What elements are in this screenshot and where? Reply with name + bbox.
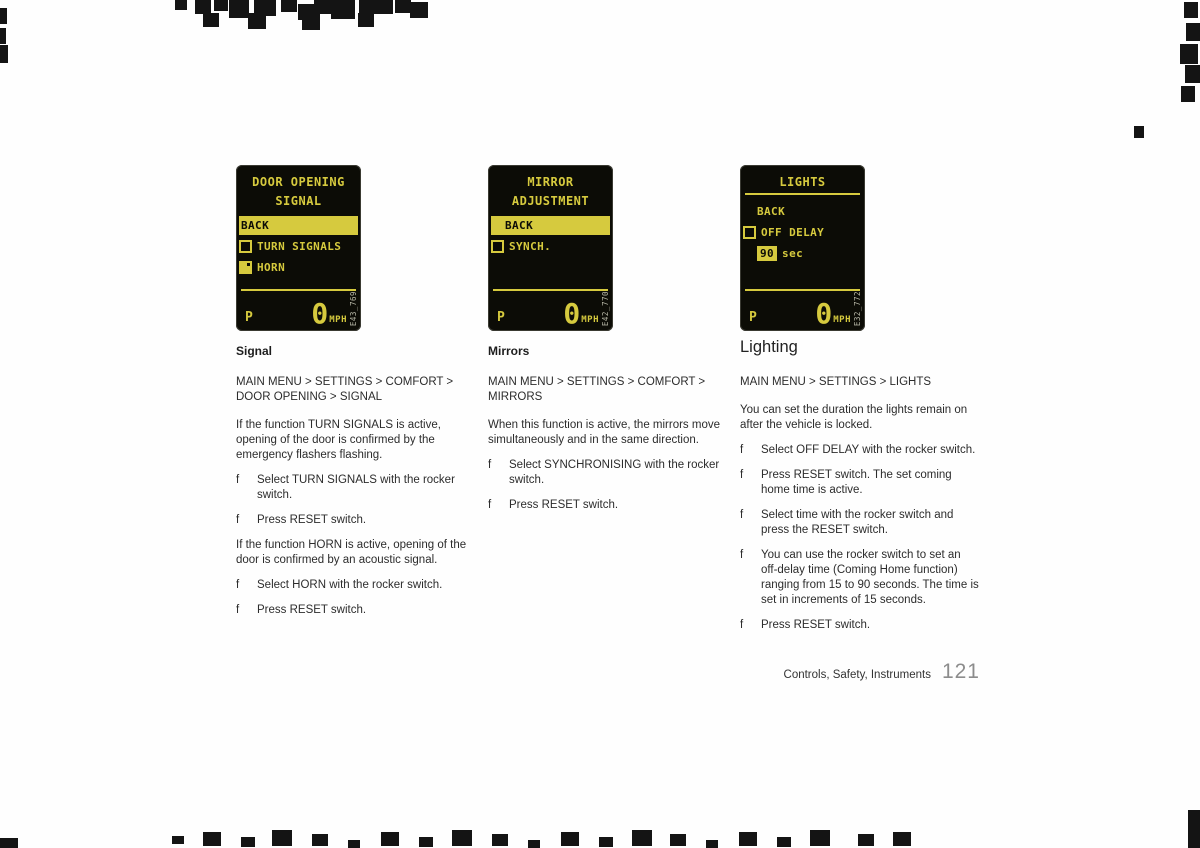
instruction-text: Press RESET switch. bbox=[257, 514, 367, 526]
menu-title bbox=[488, 165, 613, 211]
instruction-item bbox=[740, 443, 980, 458]
paragraph: When this function is active, the mirrors move simultaneously and in the same direction. bbox=[488, 419, 720, 446]
breadcrumb: MAIN MENU > SETTINGS > LIGHTS bbox=[740, 376, 932, 388]
menu-rows bbox=[236, 214, 361, 279]
figure-code: E43_769 bbox=[349, 291, 358, 327]
status-bar bbox=[740, 291, 865, 331]
menu-item bbox=[743, 223, 862, 242]
scan-artifact-right bbox=[1184, 2, 1198, 18]
instruction-item bbox=[740, 468, 980, 498]
speed-readout bbox=[311, 297, 347, 330]
page-footer bbox=[740, 660, 980, 684]
gear-indicator: P bbox=[497, 310, 505, 325]
menu-title-line: MIRROR bbox=[527, 175, 574, 189]
scan-artifact-left bbox=[0, 8, 7, 24]
instruction-item bbox=[740, 548, 980, 608]
menu-value-row bbox=[743, 244, 862, 263]
lcd-display bbox=[236, 165, 361, 331]
menu-title-line: DOOR OPENING bbox=[252, 175, 345, 189]
lcd-display bbox=[740, 165, 865, 331]
value-unit: sec bbox=[782, 247, 804, 260]
instruction-item bbox=[488, 498, 728, 513]
instruction-text: Press RESET switch. bbox=[761, 619, 871, 631]
instruction-text: Press RESET switch. The set coming home time is active. bbox=[761, 469, 952, 496]
speed-readout bbox=[815, 297, 851, 330]
menu-title-line: LIGHTS bbox=[779, 175, 826, 189]
checkbox-unchecked-icon bbox=[491, 240, 504, 253]
paragraph: If the function TURN SIGNALS is active, opening of the door is confirmed by the emergency flashers flashing. bbox=[236, 419, 441, 461]
menu-rows bbox=[488, 214, 613, 258]
menu-title-line: ADJUSTMENT bbox=[511, 194, 590, 208]
figure-code: E32_772 bbox=[853, 291, 862, 327]
bullet-arrow-icon: f bbox=[488, 459, 492, 471]
text-column bbox=[488, 340, 728, 523]
menu-item bbox=[491, 237, 610, 256]
instruction-text: Select OFF DELAY with the rocker switch. bbox=[761, 444, 976, 456]
section-heading: Mirrors bbox=[488, 344, 530, 358]
text-column bbox=[236, 340, 476, 628]
speed-value: 0 bbox=[815, 297, 833, 330]
breadcrumb: MAIN MENU > SETTINGS > COMFORT > MIRRORS bbox=[488, 376, 706, 403]
bullet-arrow-icon: f bbox=[740, 444, 744, 456]
breadcrumb: MAIN MENU > SETTINGS > COMFORT > DOOR OPENING > SIGNAL bbox=[236, 376, 454, 403]
instruction-item bbox=[236, 473, 476, 503]
instruction-text: Select HORN with the rocker switch. bbox=[257, 579, 443, 591]
paragraph: If the function HORN is active, opening of the door is confirmed by an acoustic signal. bbox=[236, 539, 467, 566]
instruction-text: Select time with the rocker switch and press the RESET switch. bbox=[761, 509, 954, 536]
instruction-item bbox=[236, 578, 476, 593]
figure-code: E42_770 bbox=[601, 291, 610, 327]
gear-indicator: P bbox=[245, 310, 253, 325]
speed-value: 0 bbox=[563, 297, 581, 330]
status-bar bbox=[488, 291, 613, 331]
checkbox-unchecked-icon bbox=[743, 226, 756, 239]
scan-artifact-bottom-right bbox=[1188, 810, 1200, 848]
bullet-arrow-icon: f bbox=[488, 499, 492, 511]
menu-title bbox=[236, 165, 361, 211]
bullet-arrow-icon: f bbox=[740, 509, 744, 521]
menu-item bbox=[239, 258, 358, 277]
instruction-text: You can use the rocker switch to set an off-delay time (Coming Home function) ranging from 15 to 90 seconds. The time is set in increments of 15 seconds. bbox=[761, 549, 979, 606]
lcd-display bbox=[488, 165, 613, 331]
title-underline bbox=[745, 193, 860, 195]
bullet-arrow-icon: f bbox=[236, 604, 240, 616]
status-bar bbox=[236, 291, 361, 331]
scan-artifact-top bbox=[175, 0, 187, 10]
bullet-arrow-icon: f bbox=[236, 474, 240, 486]
instruction-text: Press RESET switch. bbox=[257, 604, 367, 616]
menu-rows bbox=[740, 200, 865, 265]
checkbox-checked-icon bbox=[239, 261, 252, 274]
speed-unit: MPH bbox=[329, 315, 347, 325]
bullet-arrow-icon: f bbox=[740, 549, 744, 561]
bullet-arrow-icon: f bbox=[740, 619, 744, 631]
menu-title-line: SIGNAL bbox=[275, 194, 322, 208]
menu-title bbox=[740, 165, 865, 192]
value-selected: 90 bbox=[757, 246, 777, 261]
menu-item-label: SYNCH. bbox=[509, 240, 552, 253]
scan-artifact-bottom bbox=[172, 836, 184, 844]
instruction-item bbox=[740, 618, 980, 633]
instruction-item bbox=[236, 603, 476, 618]
menu-item-selected: BACK bbox=[491, 216, 610, 235]
footer-section-title: Controls, Safety, Instruments bbox=[783, 669, 931, 681]
speed-readout bbox=[563, 297, 599, 330]
scan-artifact-bottom-left bbox=[0, 838, 18, 848]
checkbox-unchecked-icon bbox=[239, 240, 252, 253]
speed-unit: MPH bbox=[833, 315, 851, 325]
menu-item-label: HORN bbox=[257, 261, 286, 274]
instruction-text: Select TURN SIGNALS with the rocker switch. bbox=[257, 474, 455, 501]
bullet-arrow-icon: f bbox=[236, 579, 240, 591]
menu-item-label: OFF DELAY bbox=[761, 226, 825, 239]
text-column bbox=[740, 340, 980, 643]
speed-unit: MPH bbox=[581, 315, 599, 325]
bullet-arrow-icon: f bbox=[740, 469, 744, 481]
menu-item-selected: BACK bbox=[239, 216, 358, 235]
speed-value: 0 bbox=[311, 297, 329, 330]
paragraph: You can set the duration the lights remain on after the vehicle is locked. bbox=[740, 404, 968, 431]
instruction-text: Press RESET switch. bbox=[509, 499, 619, 511]
menu-item bbox=[239, 237, 358, 256]
instruction-item bbox=[488, 458, 728, 488]
menu-item-label: TURN SIGNALS bbox=[257, 240, 342, 253]
gear-indicator: P bbox=[749, 310, 757, 325]
bullet-arrow-icon: f bbox=[236, 514, 240, 526]
instruction-item bbox=[740, 508, 980, 538]
page-number: 121 bbox=[941, 660, 980, 683]
instruction-text: Select SYNCHRONISING with the rocker switch. bbox=[509, 459, 720, 486]
section-heading: Lighting bbox=[740, 338, 798, 356]
instruction-item bbox=[236, 513, 476, 528]
section-heading: Signal bbox=[236, 344, 273, 358]
menu-item: BACK bbox=[757, 205, 786, 218]
